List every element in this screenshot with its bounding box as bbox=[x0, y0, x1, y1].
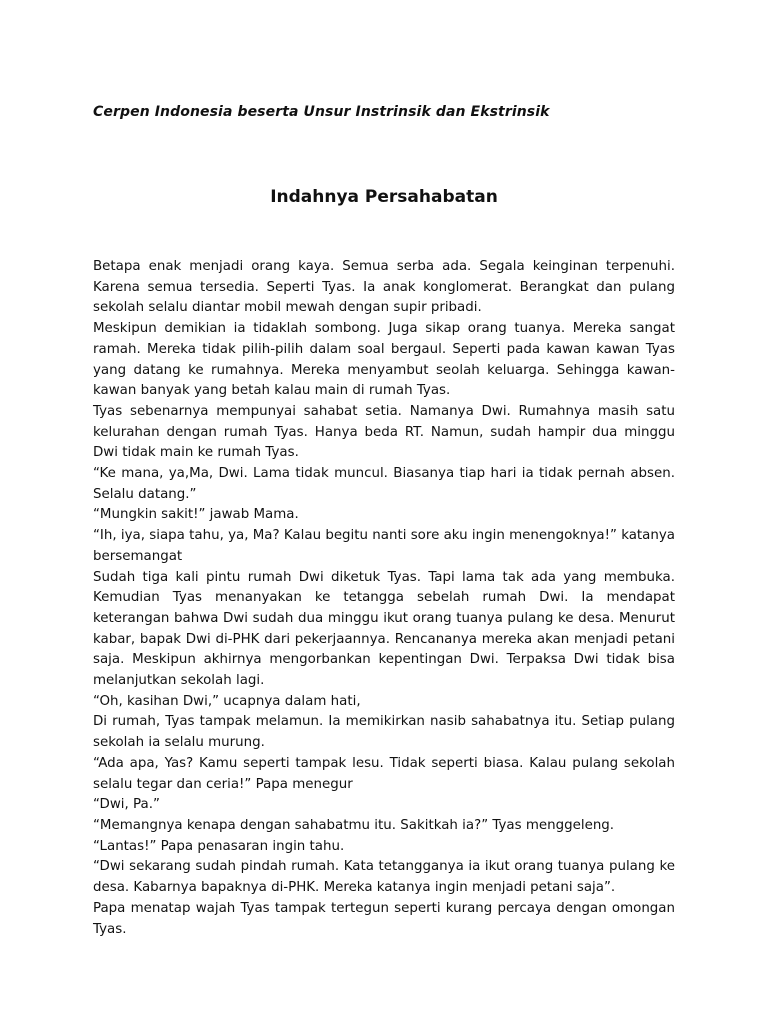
document-heading: Cerpen Indonesia beserta Unsur Instrinsik dan Ekstrinsik bbox=[93, 104, 550, 120]
story-paragraph: Betapa enak menjadi orang kaya. Semua serba ada. Segala keinginan terpenuhi. Karena semua tersedia. Seperti Tyas. Ia anak konglomerat. Berangkat dan pulang sekolah selalu diantar mobil mewah dengan supir pribadi. bbox=[93, 259, 675, 316]
story-body bbox=[93, 257, 675, 940]
story-paragraph: “Oh, kasihan Dwi,” ucapnya dalam hati, bbox=[93, 693, 361, 709]
story-paragraph: Di rumah, Tyas tampak melamun. Ia memikirkan nasib sahabatnya itu. Setiap pulang sekolah ia selalu murung. bbox=[93, 714, 675, 751]
story-paragraph: “Memangnya kenapa dengan sahabatmu itu. Sakitkah ia?” Tyas menggeleng. bbox=[93, 817, 615, 833]
story-paragraph: “Dwi, Pa.” bbox=[93, 797, 160, 813]
story-paragraph: “Ih, iya, siapa tahu, ya, Ma? Kalau begitu nanti sore aku ingin menengoknya!” katanya bersemangat bbox=[93, 528, 675, 564]
story-paragraph: Sudah tiga kali pintu rumah Dwi diketuk Tyas. Tapi lama tak ada yang membuka. Kemudian Tyas menanyakan ke tetangga sebelah rumah Dwi. Ia mendapat keterangan bahwa Dwi sudah dua minggu ikut orang tuanya pulang ke desa. Menurut kabar, bapak Dwi di-PHK dari pekerjaannya. Rencananya mereka akan menjadi petani saja. Meskipun akhirnya mengorbankan kepentingan Dwi. Terpaksa Dwi tidak bisa melanjutkan sekolah lagi. bbox=[93, 569, 675, 689]
story-paragraph: Papa menatap wajah Tyas tampak tertegun seperti kurang percaya dengan omongan Tyas. bbox=[93, 900, 675, 937]
story-paragraph: “Dwi sekarang sudah pindah rumah. Kata tetangganya ia ikut orang tuanya pulang ke desa. Kabarnya bapaknya di-PHK. Mereka katanya ingin menjadi petani saja”. bbox=[93, 859, 675, 896]
story-paragraph: “Ada apa, Yas? Kamu seperti tampak lesu. Tidak seperti biasa. Kalau pulang sekolah selalu tegar dan ceria!” Papa menegur bbox=[93, 755, 675, 792]
story-paragraph: Meskipun demikian ia tidaklah sombong. Juga sikap orang tuanya. Mereka sangat ramah. Mereka tidak pilih-pilih dalam soal bergaul. Seperti pada kawan kawan Tyas yang datang ke rumahnya. Mereka menyambut seolah keluarga. Sehingga kawan-kawan banyak yang betah kalau main di rumah Tyas. bbox=[93, 321, 675, 399]
story-paragraph: “Ke mana, ya,Ma, Dwi. Lama tidak muncul. Biasanya tiap hari ia tidak pernah absen. Selalu datang.” bbox=[93, 466, 675, 502]
story-paragraph: “Mungkin sakit!” jawab Mama. bbox=[93, 507, 299, 523]
story-title: Indahnya Persahabatan bbox=[270, 187, 498, 207]
story-paragraph: Tyas sebenarnya mempunyai sahabat setia. Namanya Dwi. Rumahnya masih satu kelurahan dengan rumah Tyas. Hanya beda RT. Namun, sudah hampir dua minggu Dwi tidak main ke rumah Tyas. bbox=[93, 403, 675, 461]
story-paragraph: “Lantas!” Papa penasaran ingin tahu. bbox=[93, 838, 345, 854]
